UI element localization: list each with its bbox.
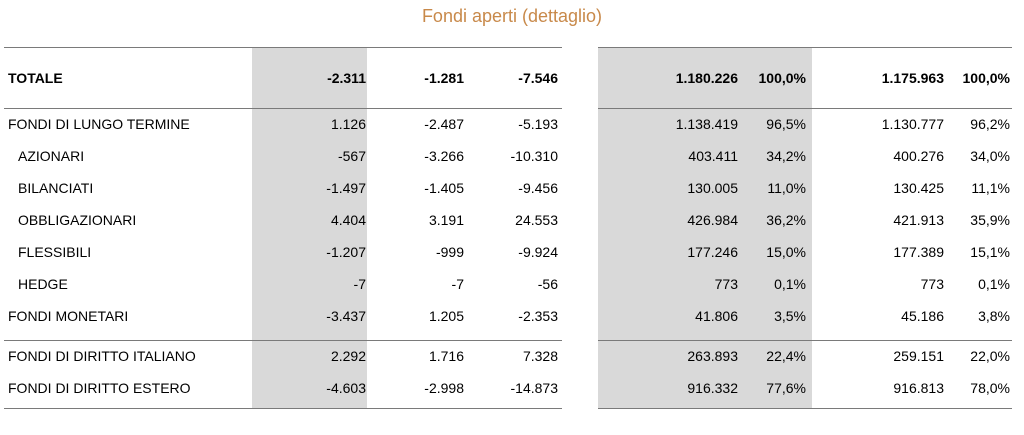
cell: -5.193 <box>518 116 558 132</box>
row-label: FONDI MONETARI <box>8 308 129 324</box>
cell: 77,6% <box>766 380 806 396</box>
table-row <box>0 172 1024 204</box>
cell: 34,2% <box>766 148 806 164</box>
cell: 1.205 <box>428 308 464 324</box>
table-row <box>0 62 1024 94</box>
cell: 1.180.226 <box>675 70 738 86</box>
cell: 1.716 <box>428 348 464 364</box>
table-row <box>0 300 1024 332</box>
cell: 403.411 <box>688 148 738 164</box>
cell: -7 <box>451 276 464 292</box>
row-label: FONDI DI LUNGO TERMINE <box>8 116 190 132</box>
cell: 1.175.963 <box>881 70 944 86</box>
cell: 78,0% <box>970 380 1010 396</box>
cell: 916.332 <box>687 380 738 396</box>
cell: 259.151 <box>893 348 944 364</box>
cell: -9.924 <box>518 244 558 260</box>
cell: 7.328 <box>522 348 558 364</box>
cell: 96,2% <box>970 116 1010 132</box>
cell: 15,1% <box>970 244 1010 260</box>
cell: 24.553 <box>515 212 558 228</box>
table-row <box>0 108 1024 140</box>
cell: 2.292 <box>330 348 366 364</box>
cell: 34,0% <box>970 148 1010 164</box>
cell: 773 <box>920 276 944 292</box>
page-title: Fondi aperti (dettaglio) <box>421 6 603 26</box>
cell: -9.456 <box>518 180 558 196</box>
row-label: FONDI DI DIRITTO ITALIANO <box>8 348 196 364</box>
cell: 130.005 <box>687 180 738 196</box>
cell: -14.873 <box>510 380 558 396</box>
cell: 1.126 <box>330 116 366 132</box>
cell: -56 <box>537 276 558 292</box>
cell: 22,4% <box>766 348 806 364</box>
cell: -1.405 <box>424 180 464 196</box>
table-row <box>0 236 1024 268</box>
table-rule-top <box>598 47 1012 48</box>
row-label: AZIONARI <box>18 148 85 164</box>
cell: -3.437 <box>326 308 366 324</box>
cell: 100,0% <box>758 70 806 86</box>
cell: 41.806 <box>695 308 738 324</box>
cell: 45.186 <box>901 308 944 324</box>
cell: 4.404 <box>330 212 366 228</box>
cell: 0,1% <box>978 276 1010 292</box>
cell: -4.603 <box>326 380 366 396</box>
table-row <box>0 268 1024 300</box>
cell: 3.191 <box>428 212 464 228</box>
cell: 177.246 <box>687 244 738 260</box>
cell: 3,5% <box>774 308 806 324</box>
cell: 177.389 <box>893 244 944 260</box>
cell: 263.893 <box>687 348 738 364</box>
cell: -1.207 <box>326 244 366 260</box>
row-label: FLESSIBILI <box>18 244 92 260</box>
cell: -7.546 <box>518 70 558 86</box>
cell: -2.487 <box>424 116 464 132</box>
cell: 1.130.777 <box>881 116 944 132</box>
row-label: TOTALE <box>8 70 63 86</box>
cell: 773 <box>714 276 738 292</box>
cell: 3,8% <box>978 308 1010 324</box>
table-rule-top <box>4 47 562 48</box>
cell: -2.998 <box>424 380 464 396</box>
cell: 916.813 <box>893 380 944 396</box>
table-rule-bottom <box>598 408 1012 409</box>
row-label: OBBLIGAZIONARI <box>18 212 137 228</box>
row-label: HEDGE <box>18 276 68 292</box>
cell: -10.310 <box>510 148 558 164</box>
cell: 426.984 <box>687 212 738 228</box>
table-rule-bottom <box>4 408 562 409</box>
table-row <box>0 140 1024 172</box>
cell: 0,1% <box>774 276 806 292</box>
row-label: BILANCIATI <box>18 180 94 196</box>
cell: 400.276 <box>893 148 944 164</box>
cell: -2.353 <box>518 308 558 324</box>
row-label: FONDI DI DIRITTO ESTERO <box>8 380 191 396</box>
cell: 1.138.419 <box>675 116 738 132</box>
cell: 36,2% <box>766 212 806 228</box>
cell: 96,5% <box>766 116 806 132</box>
cell: 22,0% <box>970 348 1010 364</box>
cell: 100,0% <box>962 70 1010 86</box>
cell: 11,0% <box>767 180 806 196</box>
table-row <box>0 372 1024 404</box>
cell: -2.311 <box>327 70 366 86</box>
cell: 130.425 <box>893 180 944 196</box>
cell: 11,1% <box>971 180 1010 196</box>
cell: -7 <box>353 276 366 292</box>
table-row <box>0 340 1024 372</box>
cell: -3.266 <box>424 148 464 164</box>
cell: 421.913 <box>893 212 944 228</box>
table-row <box>0 204 1024 236</box>
cell: -1.281 <box>424 70 464 86</box>
cell: 15,0% <box>766 244 806 260</box>
cell: -567 <box>337 148 366 164</box>
cell: -999 <box>435 244 464 260</box>
cell: -1.497 <box>326 180 366 196</box>
cell: 35,9% <box>970 212 1010 228</box>
